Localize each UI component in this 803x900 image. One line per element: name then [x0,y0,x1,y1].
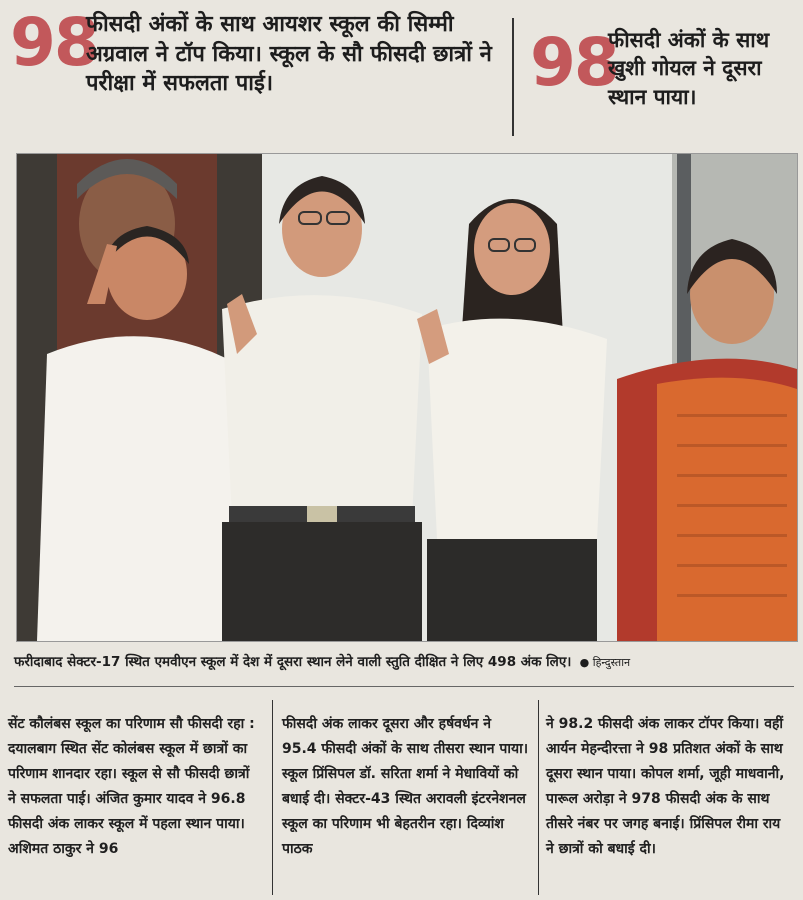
photo-illustration [17,154,797,641]
article-column-3 [546,712,791,862]
headline-right-text: फीसदी अंकों के साथ खुशी गोयल ने दूसरा स्थान पाया। [608,28,770,109]
article-col3-text: ने 98.2 फीसदी अंक लाकर टॉपर किया। वहीं आर्यन मेहन्दीरत्ता ने 98 प्रतिशत अंकों के साथ दूसरा स्थान पाया। कोपल शर्मा, जूही माधवानी, पारूल अरोड़ा ने 978 फीसदी अंक के साथ तीसरे नंबर पर जगह बनाई। प्रिंसिपल रीमा राय ने छात्रों को बधाई दी। [546,716,785,857]
column-divider-2 [538,700,539,895]
caption-divider [14,686,794,687]
photo-caption [14,652,794,670]
article-column-1 [8,712,260,862]
article-col2-text: फीसदी अंक लाकर दूसरा और हर्षवर्धन ने 95.4 फीसदी अंकों के साथ तीसरा स्थान पाया। स्कूल प्रिंसिपल डॉ. सरिता शर्मा ने मेधावियों को बधाई दी। सेक्टर-43 स्थित अरावली इंटरनेशनल स्कूल का परिणाम भी बेहतरीन रहा। दिव्यांश पाठक [282,716,529,857]
article-col1-text: दयालबाग स्थित सेंट कोलंबस स्कूल में छात्रों का परिणाम शानदार रहा। स्कूल से सौ फीसदी छात्रों ने सफलता पाई। अंजित कुमार यादव ने 96.8 फीसदी अंक लाकर स्कूल में पहला स्थान पाया। अशिमत ठाकुर ने 96 [8,741,250,857]
article-subhead: सेंट कौलंबस स्कूल का परिणाम सौ फीसदी रहा : [8,716,255,732]
headline-divider [512,18,514,136]
headline-left-number: 98 [10,4,98,81]
article-column-2 [282,712,530,862]
column-divider-1 [272,700,273,895]
news-photo [16,153,798,642]
headline-left-text: फीसदी अंकों के साथ आयशर स्कूल की सिम्मी अग्रवाल ने टॉप किया। स्कूल के सौ फीसदी छात्रों ने परीक्षा में सफलता पाई। [86,12,492,97]
headline-right-number: 98 [530,24,618,101]
photo-credit-text: हिन्दुस्तान [592,656,631,669]
photo-credit: ● हिन्दुस्तान [576,656,631,669]
photo-caption-text: फरीदाबाद सेक्टर-17 स्थित एमवीएन स्कूल में देश में दूसरा स्थान लेने वाली स्तुति दीक्षित ने लिए 498 अंक लिए। [14,654,572,670]
